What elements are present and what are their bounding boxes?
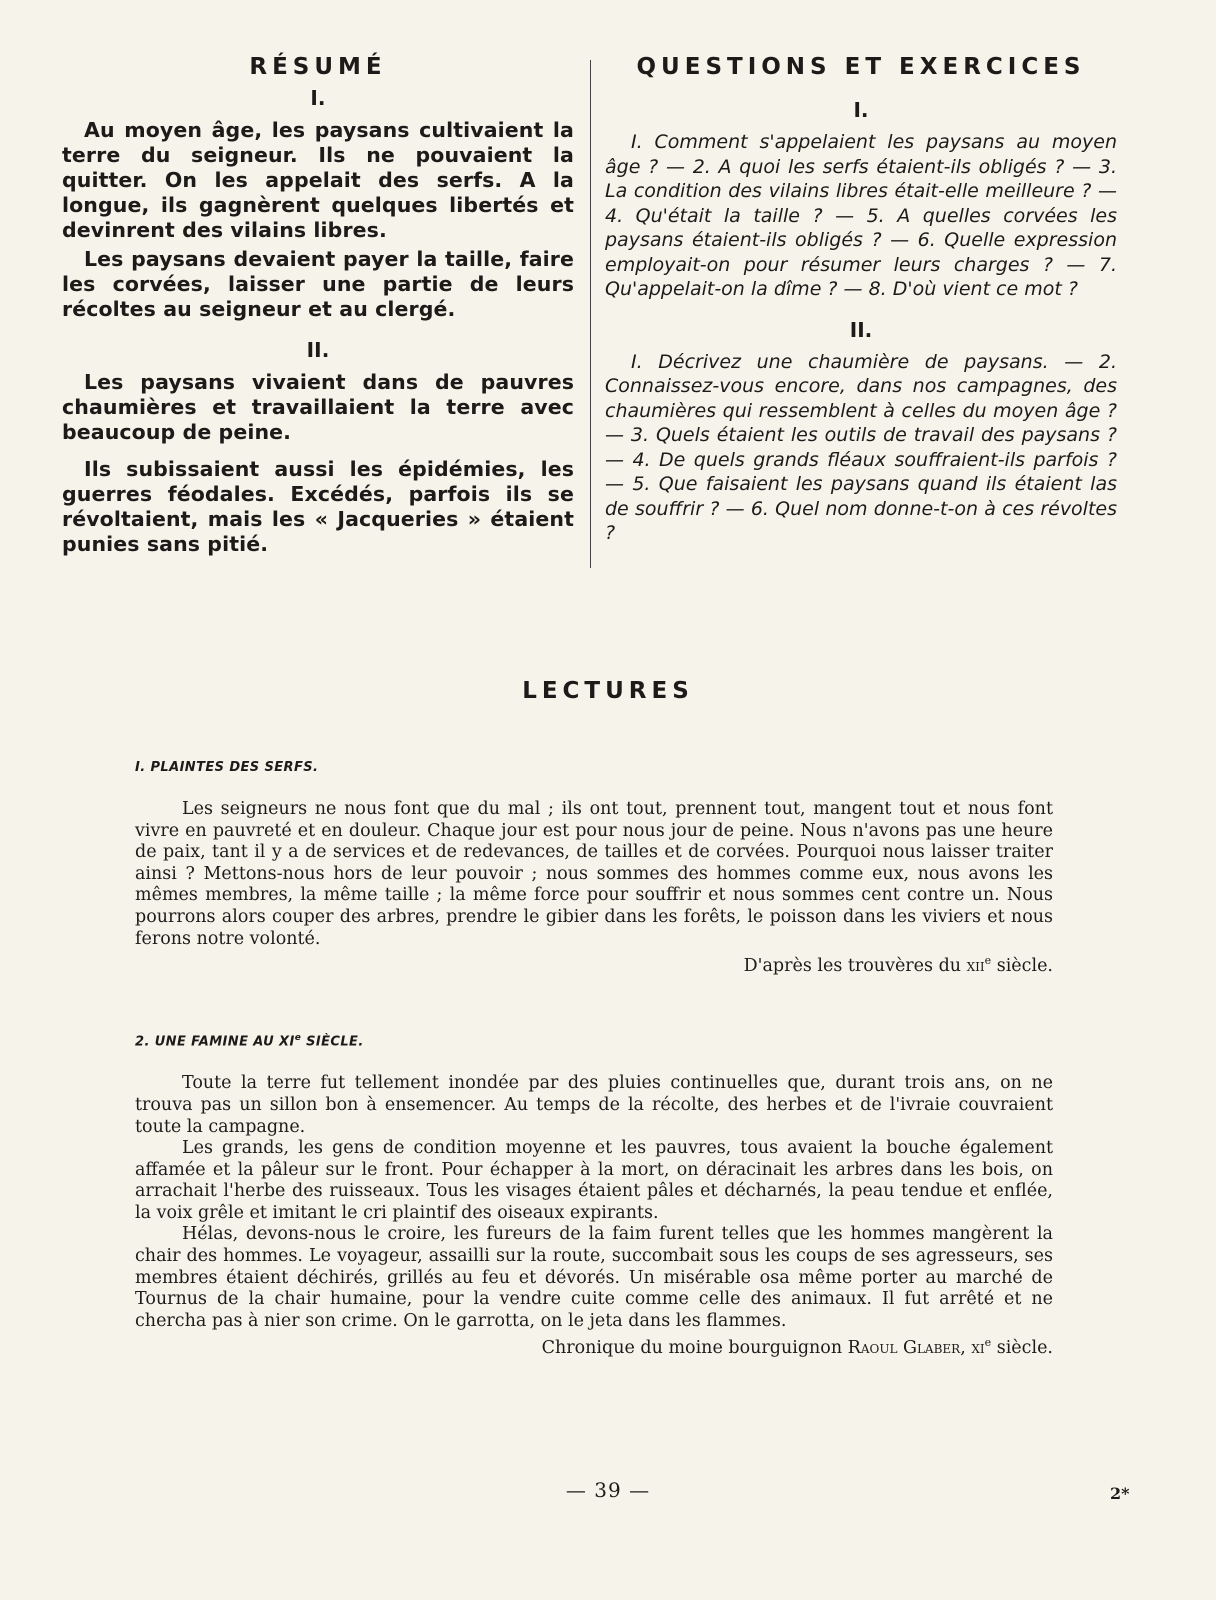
reading-2-source: Chronique du moine bourguignon Raoul Glaber, $xi^e$ siècle.	[541, 1336, 1053, 1359]
reading-2-paragraph: Toute la terre fut tellement inondée par des pluies continuelles que, durant trois ans, on ne trouva pas un sillon bon à ensemencer. Au temps de la récolte, des herbes et de l'ivraie couvraient toute la campagne.	[135, 1073, 1053, 1137]
questions-title: QUESTIONS ET EXERCICES	[636, 54, 1086, 80]
questions-part2-text: I. Décrivez une chaumière de paysans. — 2. Connaissez-vous encore, dans nos campagnes, des chaumières qui ressemblent à celles du moyen âge ? — 3. Quels étaient les outils de travail des paysans ? — 4. De quels grands fléaux souffraient-ils parfois ? — 5. Que faisaient les paysans quand ils étaient las de souffrir ? — 6. Quel nom donne-t-on à ces révoltes ?	[605, 350, 1117, 544]
reading-1-text	[135, 799, 1053, 950]
resume-part2-label: II.	[306, 338, 330, 362]
reading-2	[135, 1033, 1053, 1359]
questions-column	[605, 52, 1117, 548]
page-number: — 39 —	[565, 1478, 651, 1502]
author-name: Raoul Glaber	[847, 1338, 961, 1359]
reading-2-text	[135, 1073, 1053, 1332]
resume-column	[62, 52, 574, 561]
reading-1-paragraph: Les seigneurs ne nous font que du mal ; ils ont tout, prennent tout, mangent tout et nous font vivre en pauvreté et en douleur. Chaque jour est pour nous jour de peine. Nous n'avons pas une heure de paix, tant il y a de services et de redevances, de tailles et de corvées. Pourquoi nous laisser traiter ainsi ? Mettons-nous hors de leur pouvoir ; nous sommes des hommes comme eux, nous avons les mêmes membres, la même taille ; la même force pour souffrir et nous sommes cent contre un. Nous pourrons alors couper des arbres, prendre le gibier dans les forêts, le poisson dans les viviers et nous ferons notre volonté.	[135, 799, 1053, 949]
reading-2-paragraph: Les grands, les gens de condition moyenne et les pauvres, tous avaient la bouche également affamée et la pâleur sur le front. Pour échapper à la mort, on déracinait les arbres dans les bois, on arrachait l'herbe des ruisseaux. Tous les visages étaient pâles et décharnés, la peau tendue et enflée, la voix grêle et imitant le cri plaintif des oiseaux expirants.	[135, 1138, 1053, 1223]
resume-part2-paragraph: Ils subissaient aussi les épidémies, les guerres féodales. Excédés, parfois ils se révoltaient, mais les « Jacqueries » étaient punies sans pitié.	[62, 457, 574, 556]
resume-part1-paragraph: Au moyen âge, les paysans cultivaient la terre du seigneur. Ils ne pouvaient la quitter. On les appelait des serfs. A la longue, ils gagnèrent quelques libertés et devinrent des vilains libres.	[62, 118, 574, 242]
resume-part1-paragraph: Les paysans devaient payer la taille, faire les corvées, laisser une partie de leurs récoltes au seigneur et au clergé.	[62, 247, 574, 321]
questions-part2-label: II.	[849, 317, 873, 342]
resume-title: RÉSUMÉ	[249, 54, 387, 80]
questions-part1-text: I. Comment s'appelaient les paysans au moyen âge ? — 2. A quoi les serfs étaient-ils obligés ? — 3. La condition des vilains libres était-elle meilleure ? — 4. Qu'était la taille ? — 5. A quelles corvées les paysans étaient-ils obligés ? — 6. Quelle expression employait-on pour résumer leurs charges ? — 7. Qu'appelait-on la dîme ? — 8. D'où vient ce mot ?	[605, 131, 1117, 300]
reading-1	[135, 760, 1053, 977]
reading-1-title: I. PLAINTES DES SERFS.	[135, 760, 319, 775]
reading-2-paragraph: Hélas, devons-nous le croire, les fureurs de la faim furent telles que les hommes mangèrent la chair des hommes. Le voyageur, assailli sur la route, succombait sous les coups de ses agresseurs, ses membres étaient déchirés, grillés au feu et dévorés. Un misérable osa même porter au marché de Tournus de la chair humaine, pour la vendre cuite comme celle des animaux. Il fut arrêté et ne chercha pas à nier son crime. On le garrotta, on le jeta dans les flammes.	[135, 1224, 1053, 1331]
reading-1-source: D'après les trouvères du xii$^e$ siècle.	[743, 954, 1053, 976]
resume-part1-label: I.	[310, 86, 326, 110]
resume-part2-paragraph: Les paysans vivaient dans de pauvres chaumières et travaillaient la terre avec beaucoup de peine.	[62, 370, 574, 444]
lectures-title: LECTURES	[522, 678, 694, 704]
signature-mark: 2*	[1110, 1484, 1130, 1503]
reading-2-title: 2. UNE FAMINE AU XIe SIÈCLE.	[135, 1033, 364, 1050]
column-divider	[590, 60, 591, 568]
questions-part1-label: I.	[853, 98, 869, 122]
